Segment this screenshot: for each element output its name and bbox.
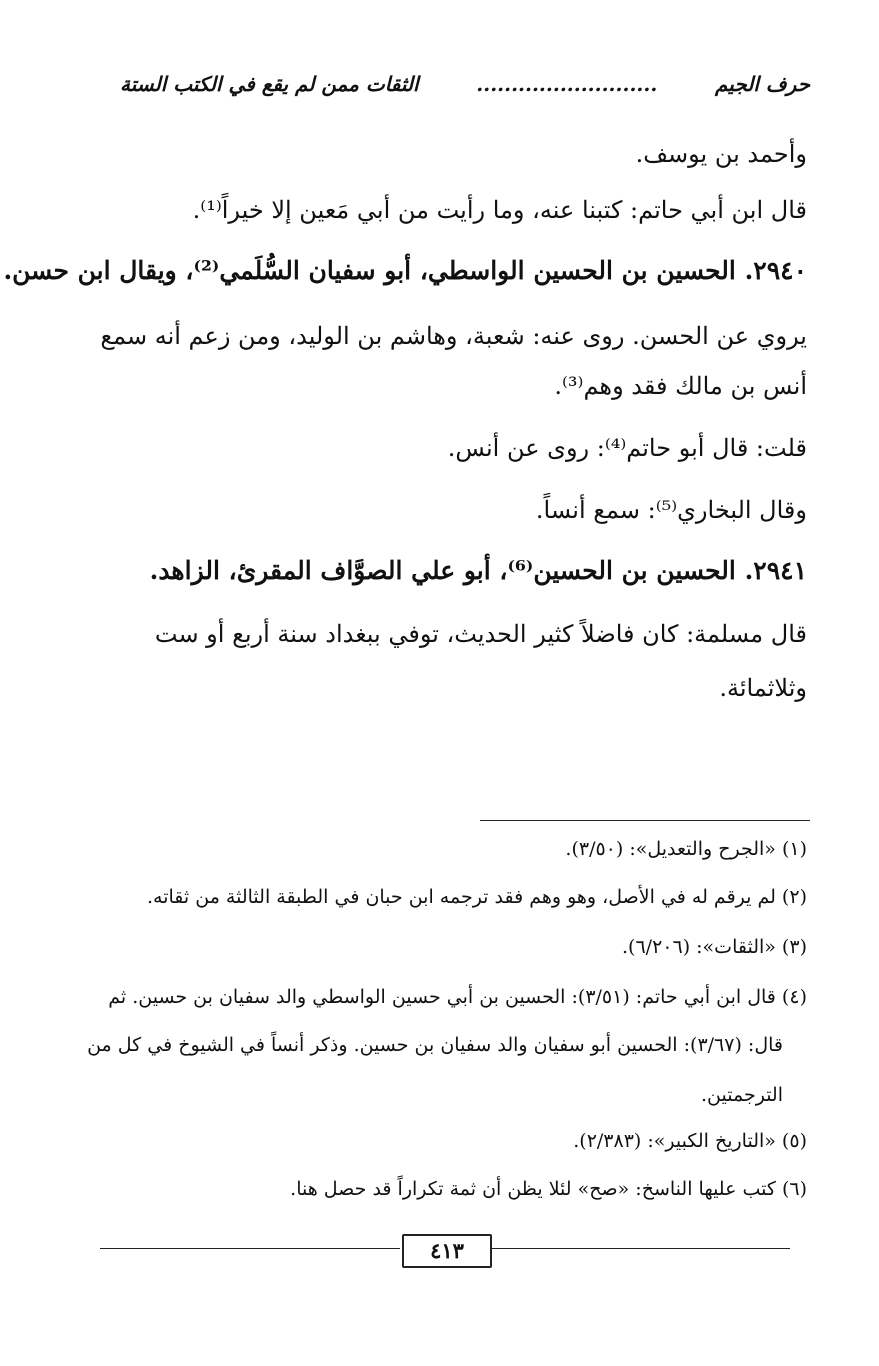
footnote-4-line-3: الترجمتين. xyxy=(701,1084,783,1106)
footnote-3: (٣) «الثقات»: (٦/٢٠٦). xyxy=(622,936,807,958)
page-footer xyxy=(100,1230,790,1270)
footnote-4-line-2: قال: (٣/٦٧): الحسين أبو سفيان والد سفيان بن حسين. وذكر أنساً في الشيوخ في كل من xyxy=(87,1034,783,1056)
text-line: يروي عن الحسن. روى عنه: شعبة، وهاشم بن الوليد، ومن زعم أنه سمع xyxy=(100,322,807,350)
text-line: قال مسلمة: كان فاضلاً كثير الحديث، توفي ببغداد سنة أربع أو ست xyxy=(154,620,807,648)
entry-heading-2941: ٢٩٤١. الحسين بن الحسين⁽⁶⁾، أبو علي الصوَّاف المقرئ، الزاهد. xyxy=(149,556,807,585)
text-line: قلت: قال أبو حاتم⁽⁴⁾: روى عن أنس. xyxy=(447,434,807,462)
footnote-separator xyxy=(480,820,810,821)
page-number: ٤١٣ xyxy=(402,1234,492,1268)
footer-rule-left xyxy=(100,1248,400,1249)
text-line: وأحمد بن يوسف. xyxy=(635,140,807,168)
text-line: وقال البخاري⁽⁵⁾: سمع أنساً. xyxy=(535,496,807,524)
text-line: أنس بن مالك فقد وهم⁽³⁾. xyxy=(554,372,807,400)
header-chapter: حرف الجيم xyxy=(714,72,810,96)
footnote-2: (٢) لم يرقم له في الأصل، وهو وهم فقد ترجمه ابن حبان في الطبقة الثالثة من ثقاته. xyxy=(147,886,807,908)
footnote-6: (٦) كتب عليها الناسخ: «صح» لئلا يظن أن ثمة تكراراً قد حصل هنا. xyxy=(290,1178,807,1200)
text-line: وثلاثمائة. xyxy=(719,674,807,702)
text-line: قال ابن أبي حاتم: كتبنا عنه، وما رأيت من أبي مَعين إلا خيراً⁽¹⁾. xyxy=(192,196,807,224)
footnote-4-line-1: (٤) قال ابن أبي حاتم: (٣/٥١): الحسين بن أبي حسين الواسطي والد سفيان بن حسين. ثم xyxy=(108,986,807,1008)
entry-heading-2940: ٢٩٤٠. الحسين بن الحسين الواسطي، أبو سفيان السُّلَمي⁽²⁾، ويقال ابن حسن. xyxy=(3,256,807,285)
header-dots: .......................... xyxy=(476,72,658,96)
header-book-title: الثقات ممن لم يقع في الكتب الستة xyxy=(120,72,419,96)
running-header xyxy=(120,72,810,106)
footnote-5: (٥) «التاريخ الكبير»: (٢/٣٨٣). xyxy=(573,1130,807,1152)
footnote-1: (١) «الجرح والتعديل»: (٣/٥٠). xyxy=(565,838,807,860)
footer-rule-right xyxy=(490,1248,790,1249)
